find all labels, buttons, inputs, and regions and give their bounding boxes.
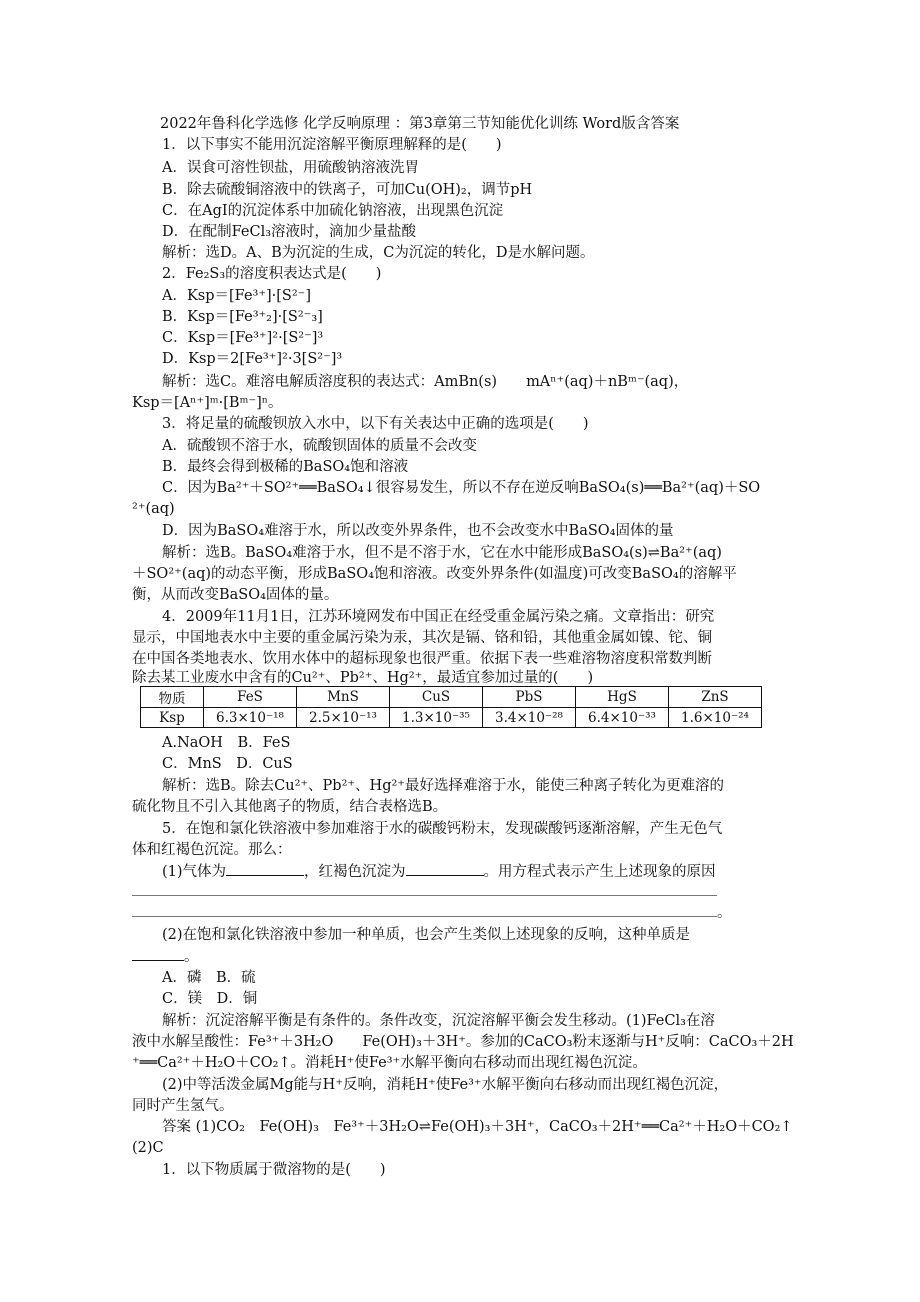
q5-part2-end: 。 (184, 949, 199, 965)
q2-option-a: A．Ksp＝[Fe³⁺]·[S²⁻] (162, 288, 311, 304)
q4-analysis-line1: 解析：选B。除去Cu²⁺、Pb²⁺、Hg²⁺最好选择难溶于水，能使三种离子转化为更难溶的 (162, 778, 724, 794)
q2-option-d: D．Ksp＝2[Fe³⁺]²·3[S²⁻]³ (162, 351, 343, 367)
q5-part1 (162, 861, 716, 882)
q5-analysis-line4: (2)中等活泼金属Mg能与H⁺反响，消耗H⁺使Fe³⁺水解平衡向右移动而出现红褐色沉淀， (162, 1077, 729, 1093)
q1-option-d: D．在配制FeCl₃溶液时，滴加少量盐酸 (162, 224, 417, 240)
precipitate-answer-blank[interactable] (406, 861, 484, 876)
q5-answer-line1: 答案 (1)CO₂ Fe(OH)₃ Fe³⁺＋3H₂O⇌Fe(OH)₃＋3H⁺，CaCO₃＋2H⁺══Ca²⁺＋H₂O＋CO₂↑ (162, 1119, 793, 1135)
q3-option-a: A．硫酸钡不溶于水，硫酸钡固体的质量不会改变 (162, 438, 477, 454)
table-cell: 6.4×10⁻³³ (576, 708, 669, 728)
ksp-table (140, 686, 762, 728)
table-header-cell: FeS (204, 687, 297, 708)
q3-option-c-line2: ²⁺(aq) (132, 501, 175, 517)
q1-option-a: A．误食可溶性钡盐，用硫酸钠溶液洗胃 (162, 160, 419, 176)
q3-option-d: D．因为BaSO₄难溶于水，所以改变外界条件，也不会改变水中BaSO₄固体的量 (162, 523, 674, 539)
q5-part1-text-b: ，红褐色沉淀为 (304, 864, 406, 880)
q3-analysis-line3: 衡，从而改变BaSO₄固体的量。 (132, 587, 339, 603)
q5-answer-line2: (2)C (132, 1140, 164, 1156)
q2-stem: 2．Fe₂S₃的溶度积表达式是( ) (162, 266, 382, 282)
q4-stem-line4: 除去某工业废水中含有的Cu²⁺、Pb²⁺、Hg²⁺，最适宜参加过量的( ) (132, 670, 594, 686)
table-header-cell: HgS (576, 687, 669, 708)
ksp-table-header-row (141, 687, 762, 708)
next-question-stem: 1．以下物质属于微溶物的是( ) (162, 1162, 386, 1178)
table-header-cell: MnS (297, 687, 390, 708)
q2-option-c: C．Ksp＝[Fe³⁺]²·[S²⁻]³ (162, 330, 324, 346)
q2-analysis-line2: Ksp＝[Aⁿ⁺]ᵐ·[Bᵐ⁻]ⁿ。 (132, 395, 283, 411)
q3-analysis-line2: ＋SO²⁺(aq)的动态平衡，形成BaSO₄饱和溶液。改变外界条件(如温度)可改变BaSO₄的溶解平 (132, 566, 737, 582)
ksp-table-value-row (141, 708, 762, 728)
q2-analysis-line1: 解析：选C。难溶电解质溶度积的表达式：AmBn(s) mAⁿ⁺(aq)＋nBᵐ⁻(aq)， (162, 374, 689, 390)
table-header-cell: ZnS (669, 687, 762, 708)
q3-option-b: B．最终会得到极稀的BaSO₄饱和溶液 (162, 459, 409, 475)
equation-answer-line[interactable] (132, 895, 717, 896)
q5-analysis-line1: 解析：沉淀溶解平衡是有条件的。条件改变，沉淀溶解平衡会发生移动。(1)FeCl₃在溶 (162, 1013, 715, 1029)
q5-part2-line2 (132, 946, 199, 967)
q3-stem: 3．将足量的硫酸钡放入水中，以下有关表达中正确的选项是( ) (162, 416, 589, 432)
table-cell: 1.6×10⁻²⁴ (669, 708, 762, 728)
table-cell: 1.3×10⁻³⁵ (390, 708, 483, 728)
q5-analysis-line2: 液中水解呈酸性：Fe³⁺＋3H₂O Fe(OH)₃＋3H⁺。参加的CaCO₃粉末逐渐与H⁺反响：CaCO₃＋2H (132, 1034, 794, 1050)
q4-stem-line2: 显示，中国地表水中主要的重金属污染为汞，其次是镉、铬和铅，其他重金属如镍、铊、铜 (132, 630, 712, 646)
q1-stem: 1．以下事实不能用沉淀溶解平衡原理解释的是( ) (162, 137, 502, 153)
q5-options-ab: A．磷 B．硫 (162, 970, 256, 986)
gas-answer-blank[interactable] (226, 861, 304, 876)
table-cell: Ksp (141, 708, 204, 728)
table-cell: 6.3×10⁻¹⁸ (204, 708, 297, 728)
q4-analysis-line2: 硫化物且不引入其他离子的物质，结合表格选B。 (132, 799, 448, 815)
element-answer-blank[interactable] (132, 946, 184, 961)
table-header-cell: CuS (390, 687, 483, 708)
q1-option-c: C．在AgI的沉淀体系中加硫化钠溶液，出现黑色沉淀 (162, 203, 504, 219)
q2-option-b: B．Ksp＝[Fe³⁺₂]·[S²⁻₃] (162, 309, 323, 325)
q5-part1-end: 。 (717, 905, 732, 921)
q4-options-ab: A.NaOH B．FeS (162, 735, 291, 751)
q5-stem-line2: 体和红褐色沉淀。那么： (132, 842, 292, 858)
q4-stem-line1: 4．2009年11月1日，江苏环境网发布中国正在经受重金属污染之痛。文章指出：研究 (162, 609, 715, 625)
q4-options-cd: C．MnS D．CuS (162, 756, 293, 772)
q5-part2-stem: (2)在饱和氯化铁溶液中参加一种单质，也会产生类似上述现象的反响，这种单质是 (162, 927, 691, 943)
equation-answer-line-2[interactable] (132, 916, 717, 917)
q5-analysis-line3: ⁺══Ca²⁺＋H₂O＋CO₂↑。消耗H⁺使Fe³⁺水解平衡向右移动而出现红褐色沉淀。 (132, 1055, 647, 1071)
table-header-cell: 物质 (141, 687, 204, 708)
q1-analysis: 解析：选D。A、B为沉淀的生成，C为沉淀的转化，D是水解问题。 (162, 245, 595, 261)
q1-option-b: B．除去硫酸铜溶液中的铁离子，可加Cu(OH)₂，调节pH (162, 182, 533, 198)
document-title: 2022年鲁科化学选修 化学反响原理 ：第3章第三节知能优化训练 Word版含答案 (160, 116, 680, 132)
q5-part1-text-c: 。用方程式表示产生上述现象的原因 (483, 864, 716, 880)
q3-analysis-line1: 解析：选B。BaSO₄难溶于水，但不是不溶于水，它在水中能形成BaSO₄(s)⇌Ba²⁺(aq) (162, 545, 722, 561)
q5-part1-text-a: (1)气体为 (162, 864, 227, 880)
q5-stem-line1: 5．在饱和氯化铁溶液中参加难溶于水的碳酸钙粉末，发现碳酸钙逐渐溶解，产生无色气 (162, 821, 723, 837)
q4-stem-line3: 在中国各类地表水、饮用水体中的超标现象也很严重。依据下表一些难溶物溶度积常数判断 (132, 651, 712, 667)
q3-option-c-line1: C．因为Ba²⁺＋SO²⁺══BaSO₄↓很容易发生，所以不存在逆反响BaSO₄(s)══Ba²⁺(aq)＋SO (162, 480, 761, 496)
q5-options-cd: C．镁 D．铜 (162, 991, 258, 1007)
q5-analysis-line5: 同时产生氢气。 (132, 1098, 234, 1114)
table-cell: 2.5×10⁻¹³ (297, 708, 390, 728)
table-header-cell: PbS (483, 687, 576, 708)
table-cell: 3.4×10⁻²⁸ (483, 708, 576, 728)
